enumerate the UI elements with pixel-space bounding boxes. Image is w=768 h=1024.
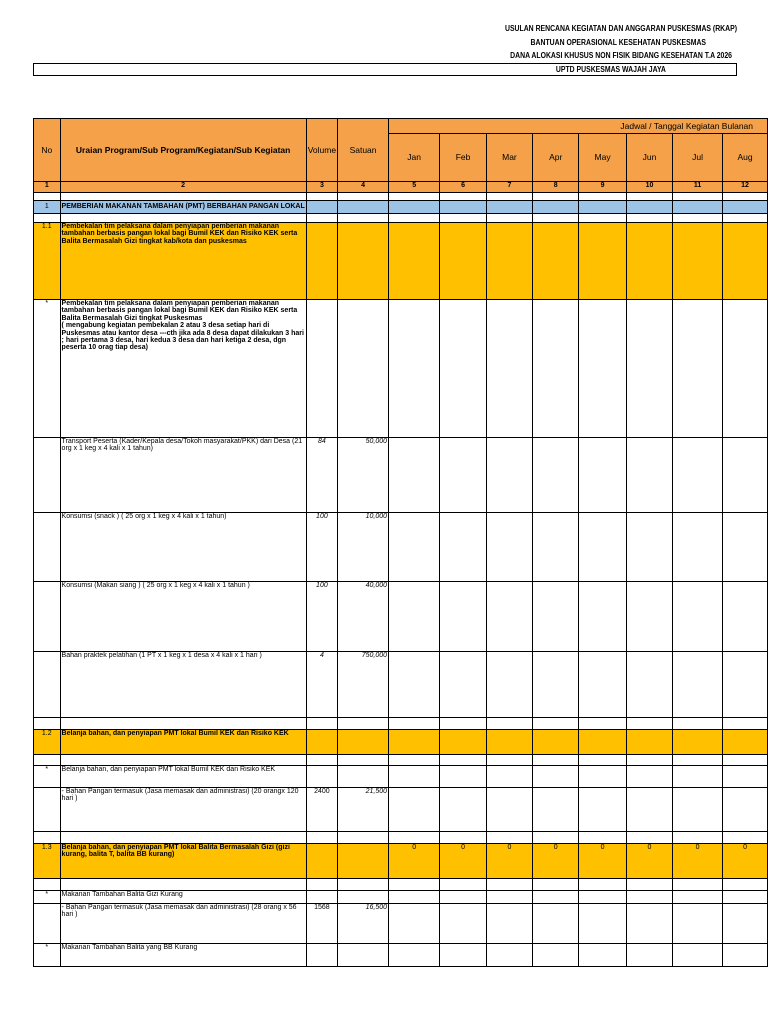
month-value: 0: [673, 844, 723, 879]
month-header: Aug: [723, 134, 768, 182]
col-volume-header: Volume: [306, 119, 337, 182]
column-number: 11: [673, 182, 723, 193]
column-number: 10: [626, 182, 672, 193]
col-uraian-header: Uraian Program/Sub Program/Kegiatan/Sub Kegiatan: [60, 119, 306, 182]
month-header: May: [579, 134, 626, 182]
column-number-row: [34, 182, 768, 193]
month-value: 0: [440, 844, 486, 879]
detail-row: [34, 300, 768, 438]
detail-bullet: *: [34, 891, 61, 904]
item-description: - Bahan Pangan termasuk (Jasa memasak dan administrasi) (28 orang x 56 hari ): [60, 904, 306, 944]
item-satuan: 40,000: [338, 582, 389, 652]
subsection-row: [34, 223, 768, 300]
item-description: Transport Peserta (Kader/Kepala desa/Tokoh masyarakat/PKK) dari Desa (21 org x 1 keg x 4 kali x 1 tahun): [60, 438, 306, 513]
item-row: [34, 582, 768, 652]
report-funding: DANA ALOKASI KHUSUS NON FISIK BIDANG KESEHATAN T.A 2026: [510, 51, 732, 60]
detail-row: [34, 944, 768, 967]
month-value: 0: [626, 844, 672, 879]
item-volume: 84: [306, 438, 337, 513]
item-satuan: 750,000: [338, 652, 389, 718]
subsection-number: 1.2: [34, 730, 61, 755]
item-satuan: 21,500: [338, 788, 389, 832]
month-value: 0: [533, 844, 579, 879]
month-header: Jul: [673, 134, 723, 182]
section-title: PEMBERIAN MAKANAN TAMBAHAN (PMT) BERBAHAN PANGAN LOKAL: [60, 201, 306, 214]
column-number: 8: [533, 182, 579, 193]
month-value: 0: [723, 844, 768, 879]
item-row: [34, 438, 768, 513]
table-row: [34, 214, 768, 223]
detail-bullet: *: [34, 766, 61, 788]
detail-title: [60, 300, 306, 438]
table-row: [34, 718, 768, 730]
table-row: [34, 832, 768, 844]
column-number: 1: [34, 182, 61, 193]
item-volume: 4: [306, 652, 337, 718]
rkap-table: [33, 118, 768, 967]
column-number: 5: [389, 182, 440, 193]
column-number: 4: [338, 182, 389, 193]
detail-row: [34, 891, 768, 904]
item-volume: 1568: [306, 904, 337, 944]
section-row: [34, 201, 768, 214]
detail-title: Makanan Tambahan Balita Gizi Kurang: [60, 891, 306, 904]
item-row: [34, 652, 768, 718]
item-row: [34, 788, 768, 832]
detail-note: ( mengabung kegiatan pembekalan 2 atau 3 desa setiap hari di Puskesmas atau kantor desa ---cth jika ada 8 desa dapat dilakukan 3 hari ; hari pertama 3 desa, hari kedua 3 desa dan hari ketiga 2 desa, dgn peserta 10 orag tiap desa): [61, 322, 304, 352]
detail-bullet: *: [34, 944, 61, 967]
item-volume: 2400: [306, 788, 337, 832]
item-description: Bahan praktek pelatihan (1 PT x 1 keg x 1 desa x 4 kali x 1 hari ): [60, 652, 306, 718]
subsection-number: 1.3: [34, 844, 61, 879]
detail-bullet: *: [34, 300, 61, 438]
month-header: Mar: [486, 134, 532, 182]
column-number: 12: [723, 182, 768, 193]
column-number: 2: [60, 182, 306, 193]
detail-title-text: Pembekalan tim pelaksana dalam penyiapan pemberian makanan tambahan berbasis pangan lokal bagi Bumil KEK dan Risiko KEK serta Balita Bermasalah Gizi tingkat Puskesmas: [61, 300, 298, 322]
item-description: Konsumsi (snack ) ( 25 org x 1 keg x 4 kali x 1 tahun): [60, 513, 306, 582]
section-number: 1: [34, 201, 61, 214]
item-satuan: 10,000: [338, 513, 389, 582]
month-value: 0: [486, 844, 532, 879]
item-satuan: 50,000: [338, 438, 389, 513]
item-description: - Bahan Pangan termasuk (Jasa memasak dan administrasi) (20 orangx 120 hari ): [60, 788, 306, 832]
unit-name: UPTD PUSKESMAS WAJAH JAYA: [556, 65, 666, 74]
subsection-title: Pembekalan tim pelaksana dalam penyiapan pemberian makanan tambahan berbasis pangan lokal bagi Bumil KEK dan Risiko KEK serta Balita Bermasalah Gizi tingkat kab/kota dan puskesmas: [60, 223, 306, 300]
table-row: [34, 879, 768, 891]
col-no-header: No: [34, 119, 61, 182]
item-row: [34, 904, 768, 944]
report-subtitle: BANTUAN OPERASIONAL KESEHATAN PUSKESMAS: [530, 38, 706, 47]
subsection-row: [34, 844, 768, 879]
month-header: Jun: [626, 134, 672, 182]
subsection-title: Belanja bahan, dan penyiapan PMT lokal Bumil KEK dan Risiko KEK: [60, 730, 306, 755]
table-row: [34, 755, 768, 766]
detail-row: [34, 766, 768, 788]
table-header-row: [34, 119, 768, 134]
item-row: [34, 513, 768, 582]
col-satuan-header: Satuan: [338, 119, 389, 182]
column-number: 6: [440, 182, 486, 193]
month-value: 0: [579, 844, 626, 879]
detail-title: Makanan Tambahan Balita yang BB Kurang: [60, 944, 306, 967]
month-header: Jan: [389, 134, 440, 182]
item-volume: 100: [306, 582, 337, 652]
item-volume: 100: [306, 513, 337, 582]
month-header: Feb: [440, 134, 486, 182]
item-description: Konsumsi (Makan siang ) ( 25 org x 1 keg x 4 kali x 1 tahun ): [60, 582, 306, 652]
unit-box: [33, 63, 737, 76]
report-title: USULAN RENCANA KEGIATAN DAN ANGGARAN PUSKESMAS (RKAP): [504, 24, 737, 33]
subsection-row: [34, 730, 768, 755]
column-number: 7: [486, 182, 532, 193]
column-number: 3: [306, 182, 337, 193]
column-number: 9: [579, 182, 626, 193]
item-satuan: 16,500: [338, 904, 389, 944]
subsection-number: 1.1: [34, 223, 61, 300]
table-row: [34, 193, 768, 201]
detail-title: Belanja bahan, dan penyiapan PMT lokal Bumil KEK dan Risiko KEK: [60, 766, 306, 788]
subsection-title: Belanja bahan, dan penyiapan PMT lokal Balita Bermasalah Gizi (gizi kurang, balita T, balita BB kurang): [60, 844, 306, 879]
col-jadwal-header: Jadwal / Tanggal Kegiatan Bulanan: [389, 119, 768, 134]
month-header: Apr: [533, 134, 579, 182]
month-value: 0: [389, 844, 440, 879]
